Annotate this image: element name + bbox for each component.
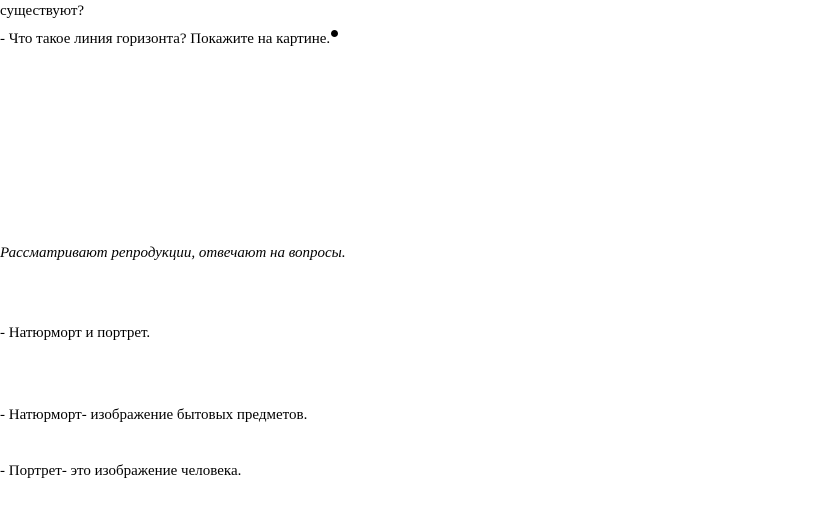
question-line-exists: существуют? xyxy=(0,3,85,19)
answer-genres-line: - Натюрморт и портрет. xyxy=(0,325,151,341)
bullet-dot-icon xyxy=(331,30,338,37)
student-activity-line: Рассматривают репродукции, отвечают на вопросы. xyxy=(0,245,346,261)
answer-still-life-definition: - Натюрморт- изображение бытовых предметов. xyxy=(0,407,308,423)
question-horizon-text: - Что такое линия горизонта? Покажите на картине. xyxy=(0,31,331,47)
answer-portrait-definition: - Портрет- это изображение человека. xyxy=(0,463,242,479)
question-horizon-line xyxy=(0,30,338,48)
